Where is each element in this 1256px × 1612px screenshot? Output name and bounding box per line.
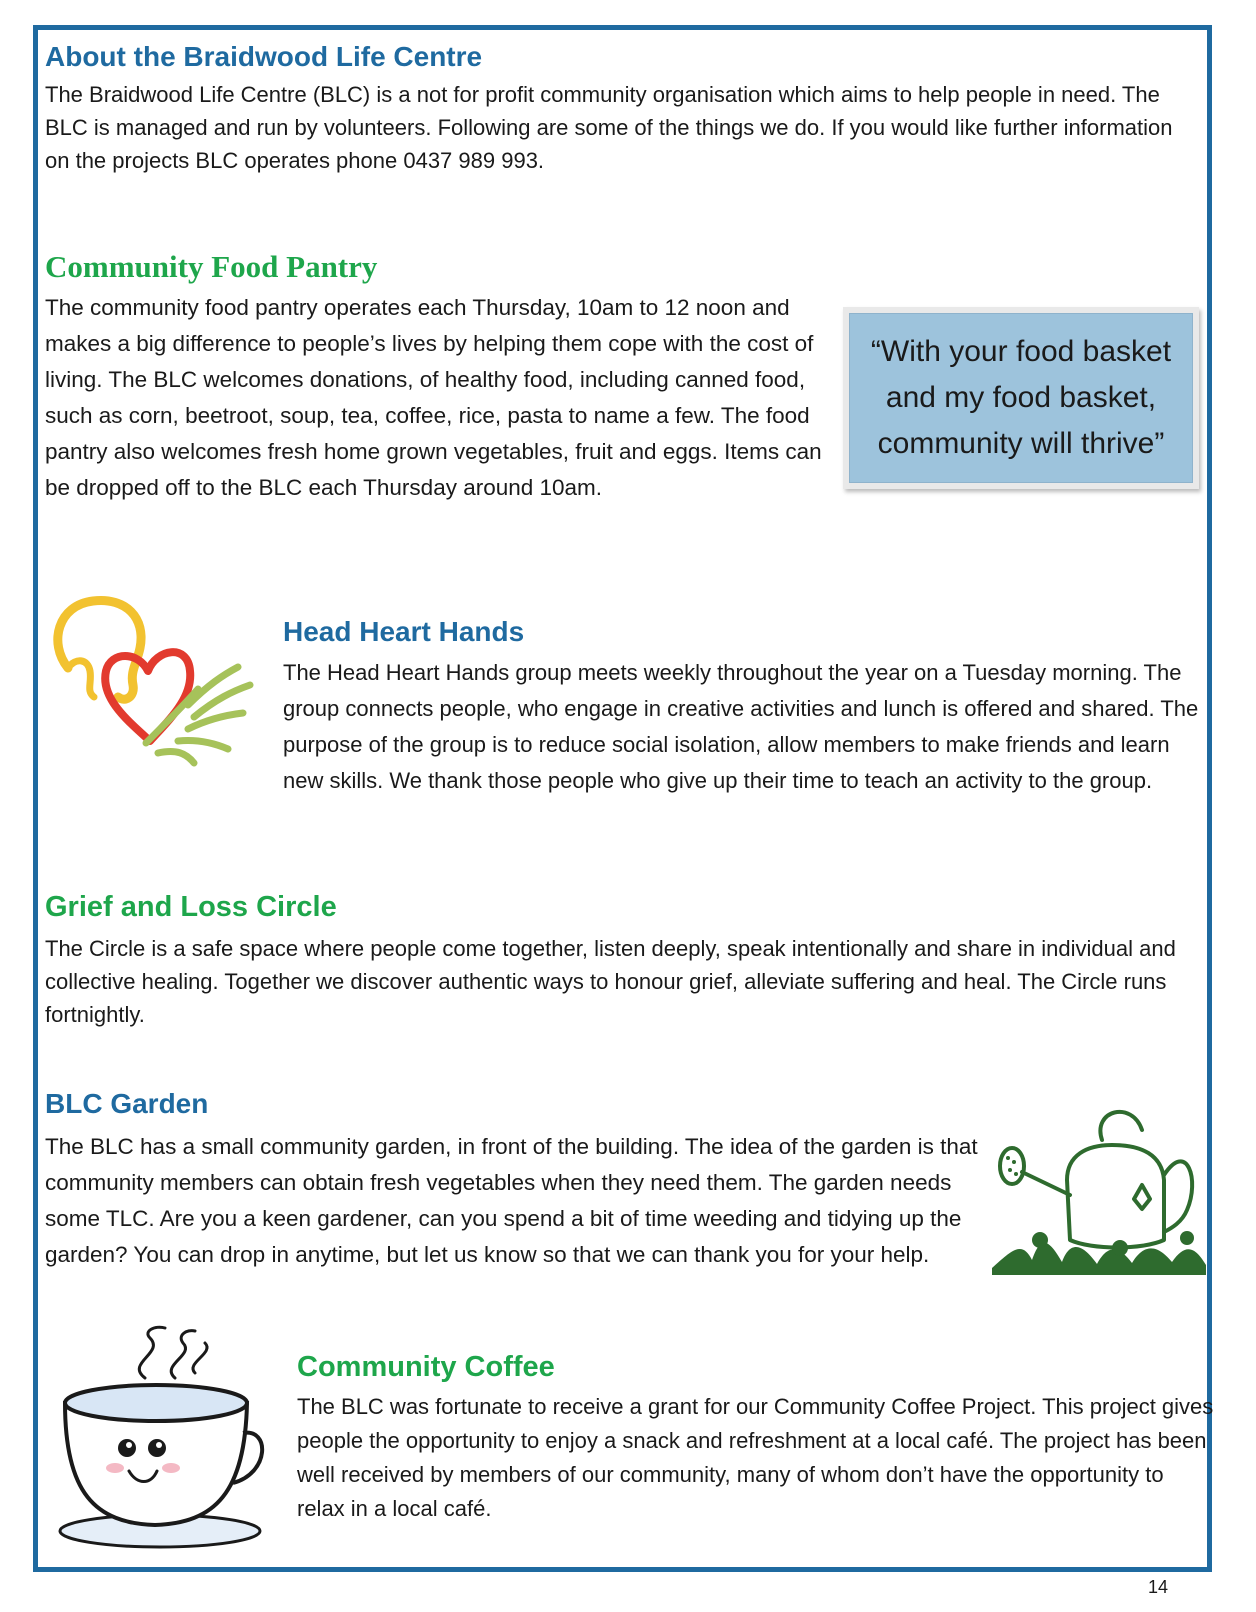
watering-can-icon xyxy=(992,1100,1206,1275)
grief-loss-heading: Grief and Loss Circle xyxy=(45,891,337,923)
food-pantry-heading: Community Food Pantry xyxy=(45,249,378,284)
head-heart-hands-body: The Head Heart Hands group meets weekly throughout the year on a Tuesday morning. The group connects people, who engage in creative activities and lunch is offered and shared. The purpose of the group is to reduce social isolation, allow members to make friends and learn new skills. We thank those people who give up their time to teach an activity to the group. xyxy=(283,660,1199,793)
garden-body: The BLC has a small community garden, in front of the building. The idea of the garden is that community members can obtain fresh vegetables when they need them. The garden needs some TLC. Are you a keen gardener, can you spend a bit of time weeding and tidying up the garden? You can drop in anytime, but let us know so that we can thank you for your help. xyxy=(45,1134,978,1267)
food-pantry-body: The community food pantry operates each Thursday, 10am to 12 noon and makes a big difference to people’s lives by helping them cope with the cost of living. The BLC welcomes donations, of healthy food, including canned food, such as corn, beetroot, soup, tea, coffee, rice, pasta to name a few. The food pantry also welcomes fresh home grown vegetables, fruit and eggs. Items can be dropped off to the BLC each Thursday around 10am. xyxy=(45,295,822,500)
quote-text: “With your food basket and my food basket, community will thrive” xyxy=(849,313,1193,483)
head-heart-hands-heading: Head Heart Hands xyxy=(283,616,525,647)
food-pantry-section xyxy=(45,250,835,506)
community-coffee-section xyxy=(297,1350,1217,1526)
community-coffee-body: The BLC was fortunate to receive a grant for our Community Coffee Project. This project gives people the opportunity to enjoy a snack and refreshment at a local café. The project has been well received by members of our community, many of whom don’t have the opportunity to relax in a local café. xyxy=(297,1394,1214,1521)
about-section xyxy=(45,40,1195,177)
garden-heading: BLC Garden xyxy=(45,1088,209,1119)
about-body: The Braidwood Life Centre (BLC) is a not for profit community organisation which aims to help people in need. The BLC is managed and run by volunteers. Following are some of the things we do. If you would like further information on the projects BLC operates phone 0437 989 993. xyxy=(45,82,1173,173)
garden-section xyxy=(45,1087,985,1273)
grief-loss-section xyxy=(45,890,1205,1031)
grief-loss-body: The Circle is a safe space where people come together, listen deeply, speak intentionally and share in individual and collective healing. Together we discover authentic ways to honour grief, alleviate suffering and heal. The Circle runs fortnightly. xyxy=(45,936,1176,1027)
about-heading: About the Braidwood Life Centre xyxy=(45,41,483,72)
community-coffee-heading: Community Coffee xyxy=(297,1351,555,1383)
head-heart-hands-section xyxy=(283,615,1213,799)
page-number: 14 xyxy=(1148,1577,1169,1597)
coffee-cup-icon xyxy=(55,1323,275,1553)
quote-box xyxy=(843,307,1199,489)
head-heart-hands-logo-icon xyxy=(38,593,264,793)
